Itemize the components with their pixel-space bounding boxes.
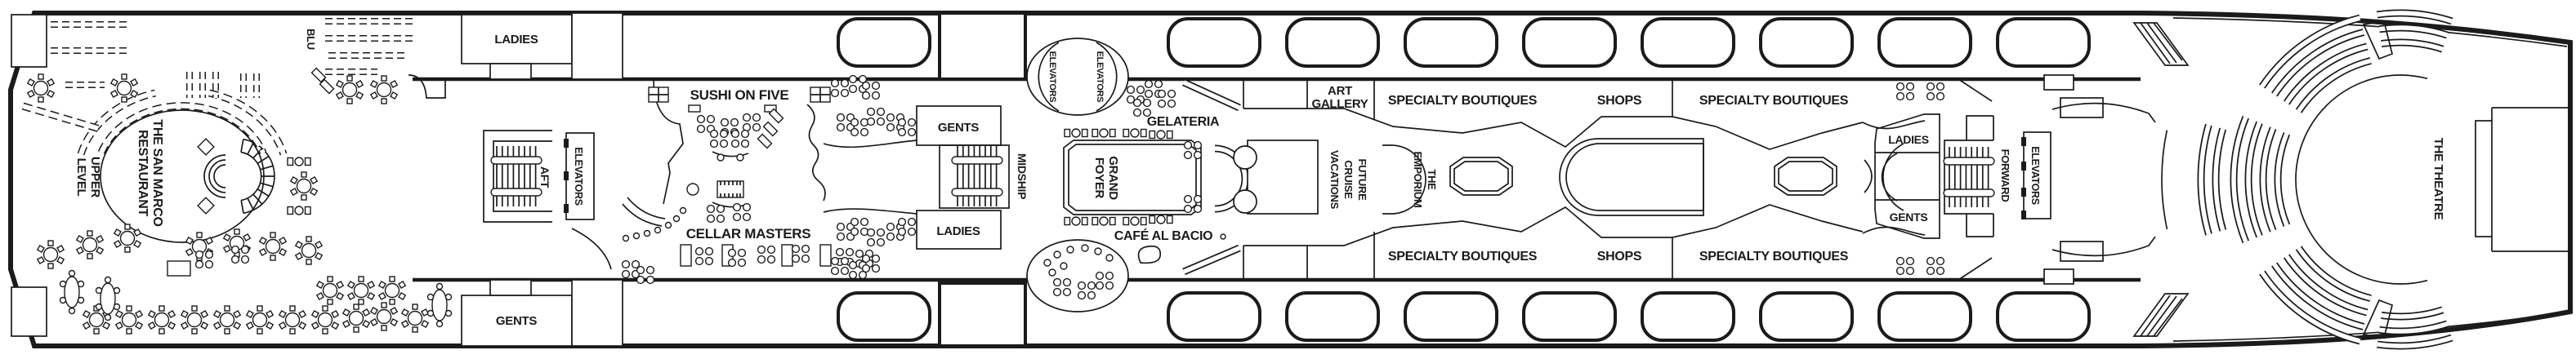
theatre-ramp-top — [2134, 23, 2188, 65]
specialty-boutiques-top-1-label: SPECIALTY BOUTIQUES — [1387, 94, 1538, 108]
gelateria-label: GELATERIA — [1146, 115, 1220, 129]
aft-label: AFT — [538, 166, 551, 188]
deck-structure-top — [940, 13, 1025, 79]
elevators-forward-label: ELEVATORS — [2029, 146, 2041, 205]
cellar-masters-label: CELLAR MASTERS — [685, 226, 811, 242]
shops-bottom-label: SHOPS — [1596, 250, 1642, 264]
shops-top-label: SHOPS — [1596, 94, 1642, 108]
elevators-midship-right-label: ELEVATORS — [1095, 51, 1105, 103]
deck-structure-bottom — [940, 283, 1025, 346]
forward-lobby — [1863, 75, 2155, 284]
the-theatre — [2134, 0, 2576, 359]
cafe-al-bacio-label: CAFÉ AL BACIO — [1114, 229, 1213, 243]
ladies-aft-label: LADIES — [494, 33, 538, 47]
display-case-octagon-1 — [1450, 157, 1512, 195]
blu-restaurant — [305, 21, 445, 104]
theatre-ramp-bottom — [2134, 294, 2188, 336]
the-emporium — [1412, 151, 1512, 207]
forward-label: FORWARD — [1999, 148, 2011, 202]
specialty-boutiques-bottom-1-label: SPECIALTY BOUTIQUES — [1387, 250, 1538, 264]
specialty-boutiques-bottom-2-label: SPECIALTY BOUTIQUES — [1699, 250, 1849, 264]
san-marco-label: THE SAN MARCORESTAURANT — [136, 119, 164, 227]
specialty-boutiques-top-2-label: SPECIALTY BOUTIQUES — [1699, 94, 1849, 108]
gelateria — [1127, 81, 1239, 129]
gents-forward-label: GENTS — [1889, 211, 1928, 224]
grand-foyer-label: GRANDFOYER — [1092, 156, 1120, 200]
display-case-octagon-2 — [1775, 157, 1837, 195]
aft-lobby — [317, 13, 623, 346]
art-gallery — [1311, 84, 1368, 111]
shops-central-display — [1560, 139, 1904, 215]
midship-label: MIDSHIP — [1016, 153, 1029, 200]
the-theatre-label: THE THEATRE — [2431, 137, 2445, 220]
future-cruise-vacations — [1234, 140, 1426, 214]
gents-midship-label: GENTS — [937, 121, 980, 135]
ladies-midship-label: LADIES — [936, 224, 980, 238]
future-cruise-vacations-label: FUTURECRUISEVACATIONS — [1328, 150, 1368, 209]
art-gallery-label: ART GALLERY — [1311, 84, 1368, 111]
gents-aft-label: GENTS — [495, 314, 538, 328]
grand-foyer — [1064, 129, 1245, 225]
elevators-midship-left-label: ELEVATORS — [1047, 51, 1057, 103]
elevator-lobby-oval — [1027, 38, 1128, 115]
theatre-stage — [2476, 108, 2570, 251]
elevators-aft-label: ELEVATORS — [573, 147, 584, 206]
upper-level-label: UPPERLEVEL — [74, 156, 102, 198]
sushi-on-five-label: SUSHI ON FIVE — [690, 87, 789, 103]
ladies-forward-label: LADIES — [1888, 133, 1929, 146]
midship-stairs — [917, 106, 1029, 249]
the-emporium-label: THEEMPORIUM — [1412, 151, 1438, 208]
blu-label: BLU — [305, 29, 317, 50]
